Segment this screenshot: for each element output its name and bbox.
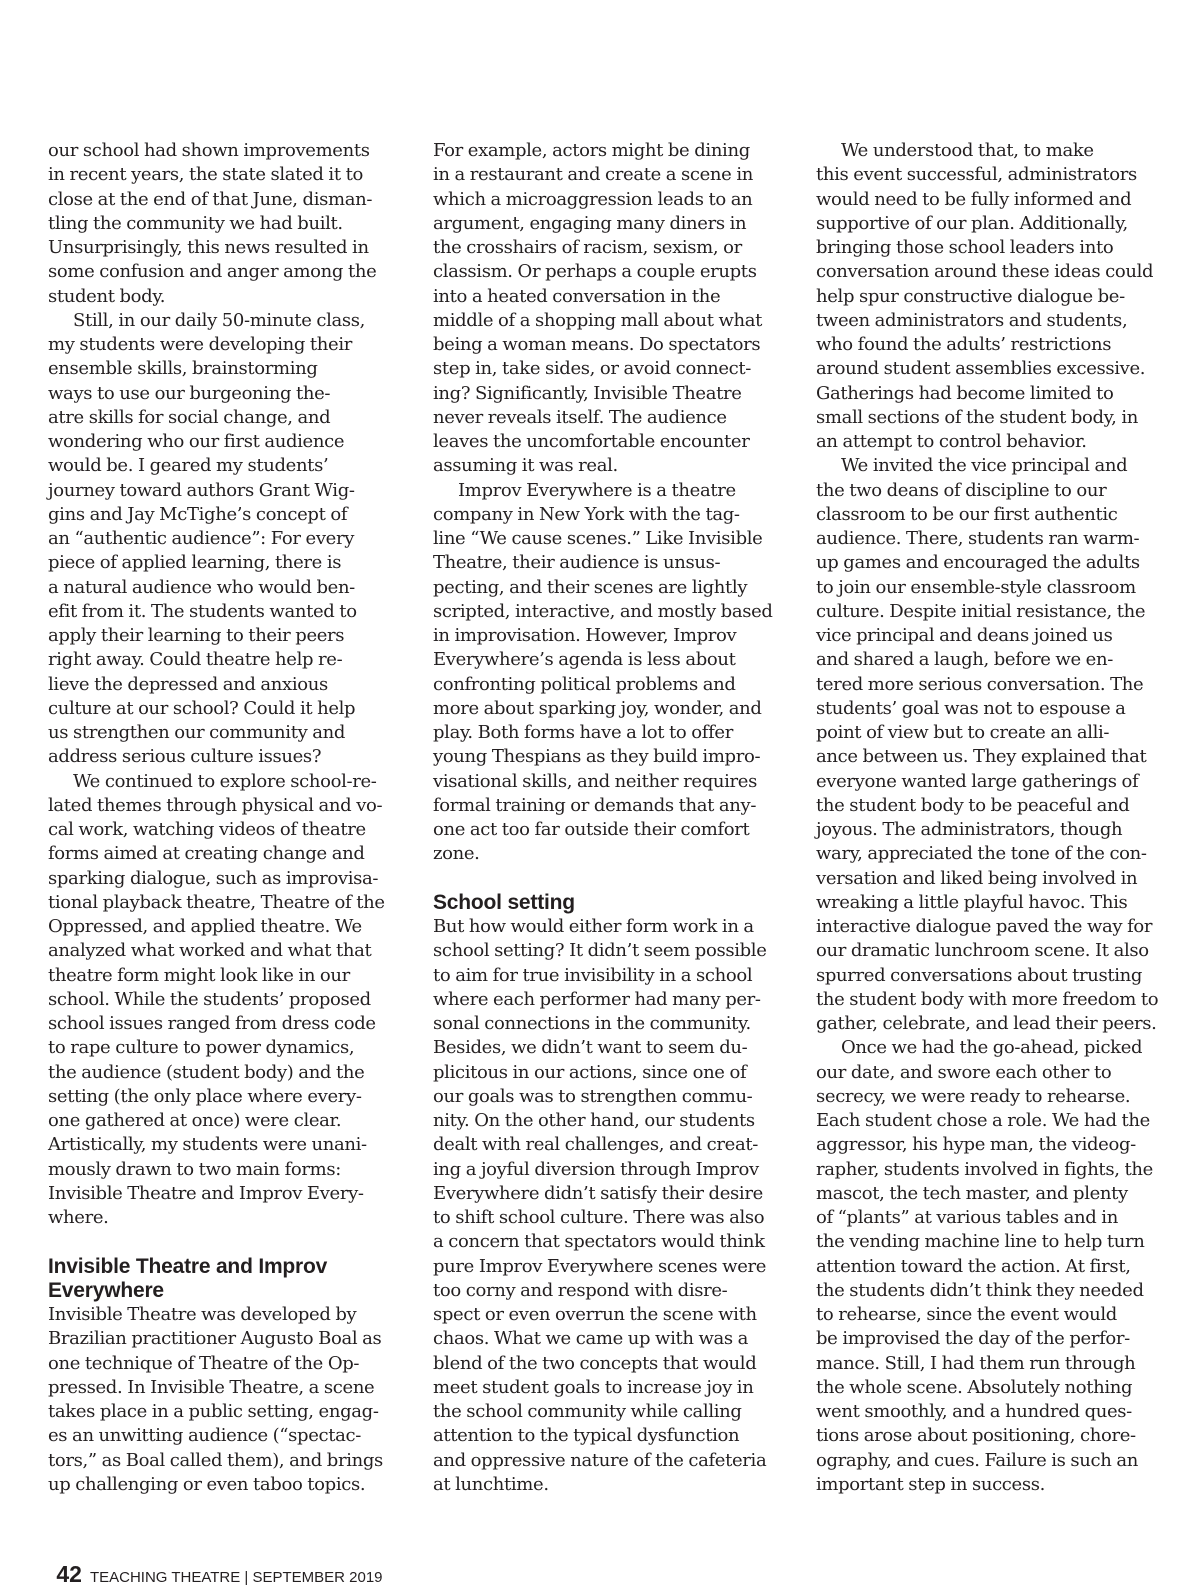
text-line: zone. — [433, 843, 480, 865]
text-line: to rehearse, since the event would — [816, 1304, 1117, 1325]
text-line: up challenging or even taboo topics. — [48, 1473, 366, 1495]
text-line: into a heated conversation in the — [433, 285, 721, 307]
text-line: at lunchtime. — [433, 1473, 549, 1495]
text-line: the whole scene. Absolutely nothing — [816, 1376, 1133, 1398]
text-line: to shift school culture. There was also — [433, 1207, 765, 1228]
text-line: where each performer had many per- — [433, 988, 761, 1010]
text-line: apply their learning to their peers — [48, 625, 345, 646]
text-line: Theatre, their audience is unsus- — [433, 552, 721, 574]
text-line: forms aimed at creating change and — [48, 843, 365, 865]
text-line: Still, in our daily 50-minute class, — [73, 309, 366, 331]
text-line: journey toward authors Grant Wig- — [48, 479, 355, 501]
text-line: ing? Significantly, Invisible Theatre — [433, 382, 742, 404]
text-line: leaves the uncomfortable encounter — [433, 431, 750, 452]
text-line: too corny and respond with disre- — [433, 1279, 728, 1301]
text-line: our date, and swore each other to — [816, 1061, 1112, 1083]
text-line: culture at our school? Could it help — [48, 697, 356, 719]
text-line: tling the community we had built. — [48, 212, 343, 234]
text-line: takes place in a public setting, engag- — [48, 1401, 379, 1422]
text-line: in a restaurant and create a scene in — [433, 164, 753, 186]
text-line: lated themes through physical and vo- — [48, 794, 383, 816]
text-line: Unsurprisingly, this news resulted in — [48, 237, 369, 258]
text-line: mously drawn to two main forms: — [48, 1158, 341, 1180]
text-line: culture. Despite initial resistance, the — [816, 600, 1146, 622]
text-line: an “authentic audience”: For every — [48, 528, 355, 549]
text-line: an attempt to control behavior. — [816, 431, 1087, 452]
text-line: aggressor, his hype man, the videog- — [816, 1134, 1136, 1156]
page-footer — [48, 1535, 383, 1591]
text-line: the student body to be peaceful and — [816, 794, 1130, 816]
text-line: would be. I geared my students’ — [48, 455, 329, 477]
text-line: and oppressive nature of the cafeteria — [433, 1449, 767, 1471]
text-line: one gathered at once) were clear. — [48, 1110, 342, 1131]
text-line: sonal connections in the community. — [433, 1013, 751, 1034]
text-line: setting (the only place where every- — [48, 1085, 362, 1107]
text-line: ance between us. They explained that — [816, 746, 1147, 768]
publication-info: TEACHING THEATRE | SEPTEMBER 2019 — [89, 1569, 383, 1586]
text-line: wary, appreciated the tone of the con- — [816, 843, 1147, 865]
text-line: ensemble skills, brainstorming — [48, 358, 318, 380]
text-line: tors,” as Boal called them), and brings — [48, 1449, 383, 1471]
text-line: middle of a shopping mall about what — [433, 309, 763, 331]
text-line: important step in success. — [816, 1473, 1045, 1495]
text-line: pecting, and their scenes are lightly — [433, 576, 748, 598]
text-line: us strengthen our community and — [48, 722, 346, 743]
text-line: right away. Could theatre help re- — [48, 649, 343, 671]
text-line: in recent years, the state slated it to — [48, 164, 363, 186]
text-line: who found the adults’ restrictions — [816, 334, 1112, 355]
text-line: mance. Still, I had them run through — [816, 1352, 1136, 1374]
text-line: never reveals itself. The audience — [433, 406, 727, 428]
text-line: to aim for true invisibility in a school — [433, 964, 753, 986]
text-line: We continued to explore school-re- — [73, 770, 377, 792]
text-line: Improv Everywhere is a theatre — [458, 479, 736, 501]
text-line: which a microaggression leads to an — [433, 188, 753, 210]
text-line: mascot, the tech master, and plenty — [816, 1182, 1128, 1204]
text-line: Once we had the go-ahead, picked — [841, 1037, 1143, 1059]
text-line: one act too far outside their comfort — [433, 819, 750, 840]
page-number: 42 — [56, 1561, 82, 1587]
text-line: would need to be fully informed and — [816, 188, 1132, 210]
text-line: For example, actors might be dining — [433, 140, 750, 161]
text-line: student body. — [48, 285, 166, 307]
text-line: pure Improv Everywhere scenes were — [433, 1255, 767, 1277]
text-line: efit from it. The students wanted to — [48, 600, 357, 622]
text-line: our school had shown improvements — [48, 140, 370, 161]
text-line: address serious culture issues? — [48, 746, 322, 768]
text-line: to rape culture to power dynamics, — [48, 1037, 355, 1059]
text-line: our goals was to strengthen commu- — [433, 1085, 753, 1107]
text-line: Everywhere’s agenda is less about — [433, 649, 736, 671]
text-line: to join our ensemble-style classroom — [816, 576, 1136, 598]
text-line: everyone wanted large gatherings of — [816, 770, 1139, 792]
text-line: gather, celebrate, and lead their peers. — [816, 1013, 1157, 1034]
text-line: lieve the depressed and anxious — [48, 673, 328, 695]
text-line: school. While the students’ proposed — [48, 988, 371, 1010]
article-column-1 — [48, 139, 388, 1497]
text-line: argument, engaging many diners in — [433, 212, 747, 234]
text-line: students’ goal was not to espouse a — [816, 697, 1126, 719]
text-line: Besides, we didn’t want to seem du- — [433, 1037, 748, 1059]
text-line: gins and Jay McTighe’s concept of — [48, 503, 348, 525]
text-line: joyous. The administrators, though — [816, 819, 1123, 840]
text-line: a concern that spectators would think — [433, 1231, 765, 1253]
text-line: in improvisation. However, Improv — [433, 625, 737, 646]
text-line: line “We cause scenes.” Like Invisible — [433, 528, 763, 549]
text-line: our dramatic lunchroom scene. It also — [816, 940, 1149, 962]
text-line: We understood that, to make — [841, 140, 1094, 161]
text-line: Invisible Theatre was developed by — [48, 1304, 357, 1325]
text-line: went smoothly, and a hundred ques- — [816, 1401, 1132, 1422]
text-line: spurred conversations about trusting — [816, 964, 1143, 986]
text-line: point of view but to create an alli- — [816, 722, 1110, 743]
text-line: ography, and cues. Failure is such an — [816, 1449, 1139, 1471]
text-line: classroom to be our first authentic — [816, 503, 1118, 525]
text-line: scripted, interactive, and mostly based — [433, 600, 773, 622]
text-line: tered more serious conversation. The — [816, 673, 1144, 695]
text-line: small sections of the student body, in — [816, 406, 1138, 428]
text-line: the student body with more freedom to — [816, 988, 1159, 1010]
text-line: nity. On the other hand, our students — [433, 1110, 755, 1131]
text-line: more about sparking joy, wonder, and — [433, 697, 762, 719]
text-line: Each student chose a role. We had the — [816, 1110, 1150, 1131]
text-line: the audience (student body) and the — [48, 1061, 365, 1083]
text-line: secrecy, we were ready to rehearse. — [816, 1085, 1131, 1107]
text-line: the students didn’t think they needed — [816, 1279, 1144, 1301]
article-column-2 — [433, 139, 773, 1497]
text-line: Artistically, my students were unani- — [48, 1134, 367, 1156]
text-line: Everywhere didn’t satisfy their desire — [433, 1182, 763, 1204]
text-line: plicitous in our actions, since one of — [433, 1061, 747, 1083]
text-line: my students were developing their — [48, 334, 353, 355]
text-line: tions arose about positioning, chore- — [816, 1425, 1136, 1447]
text-line: pressed. In Invisible Theatre, a scene — [48, 1376, 375, 1398]
text-line: conversation around these ideas could — [816, 261, 1154, 283]
text-line: But how would either form work in a — [433, 916, 754, 937]
text-line: theatre form might look like in our — [48, 964, 350, 986]
text-line: of “plants” at various tables and in — [816, 1207, 1118, 1228]
text-line: ing a joyful diversion through Improv — [433, 1158, 759, 1180]
text-line: tween administrators and students, — [816, 309, 1128, 331]
text-line: confronting political problems and — [433, 673, 736, 695]
text-line: es an unwitting audience (“spectac- — [48, 1425, 361, 1447]
text-line: school setting? It didn’t seem possible — [433, 940, 767, 962]
text-line: Oppressed, and applied theatre. We — [48, 916, 362, 937]
text-line: supportive of our plan. Additionally, — [816, 212, 1128, 234]
text-line: analyzed what worked and what that — [48, 940, 372, 962]
text-line: and shared a laugh, before we en- — [816, 649, 1113, 671]
text-line: being a woman means. Do spectators — [433, 334, 761, 355]
text-line: interactive dialogue paved the way for — [816, 916, 1153, 937]
text-line: versation and liked being involved in — [816, 867, 1138, 889]
text-line: We invited the vice principal and — [841, 455, 1128, 477]
text-line: visational skills, and neither requires — [433, 770, 757, 792]
text-line: young Thespians as they build impro- — [433, 746, 761, 768]
text-line: company in New York with the tag- — [433, 503, 740, 525]
text-line: sparking dialogue, such as improvisa- — [48, 867, 379, 889]
text-line: spect or even overrun the scene with — [433, 1304, 757, 1325]
text-line: play. Both forms have a lot to offer — [433, 722, 733, 743]
text-line: close at the end of that June, disman- — [48, 188, 373, 210]
text-line: some confusion and anger among the — [48, 261, 377, 283]
text-line: wondering who our first audience — [48, 431, 345, 452]
text-line: tional playback theatre, Theatre of the — [48, 891, 385, 913]
text-line: atre skills for social change, and — [48, 406, 331, 428]
text-line: the crosshairs of racism, sexism, or — [433, 237, 742, 258]
text-line: cal work, watching videos of theatre — [48, 819, 366, 840]
text-line: Invisible Theatre and Improv Every- — [48, 1182, 364, 1204]
text-line: the vending machine line to help turn — [816, 1231, 1145, 1253]
text-line: the school community while calling — [433, 1401, 742, 1422]
section-heading: School setting — [433, 890, 575, 914]
text-line: rapher, students involved in fights, the — [816, 1158, 1153, 1180]
spacer — [48, 1230, 388, 1254]
text-line: classism. Or perhaps a couple erupts — [433, 261, 757, 283]
text-line: piece of applied learning, there is — [48, 552, 342, 574]
text-line: a natural audience who would ben- — [48, 576, 355, 598]
text-line: where. — [48, 1207, 109, 1228]
text-line: attention to the typical dysfunction — [433, 1425, 740, 1447]
text-line: help spur constructive dialogue be- — [816, 285, 1125, 307]
article-column-3 — [816, 139, 1159, 1497]
text-line: wreaking a little playful havoc. This — [816, 891, 1128, 913]
text-line: step in, take sides, or avoid connect- — [433, 358, 752, 380]
text-line: be improvised the day of the perfor- — [816, 1328, 1130, 1350]
text-line: attention toward the action. At first, — [816, 1255, 1131, 1277]
text-line: Gatherings had become limited to — [816, 382, 1114, 404]
text-line: assuming it was real. — [433, 455, 618, 477]
text-line: audience. There, students ran warm- — [816, 528, 1140, 549]
text-line: ways to use our burgeoning the- — [48, 382, 331, 404]
text-line: up games and encouraged the adults — [816, 552, 1140, 574]
section-heading: Everywhere — [48, 1278, 164, 1302]
text-line: this event successful, administrators — [816, 164, 1137, 186]
text-line: around student assemblies excessive. — [816, 358, 1146, 380]
text-line: bringing those school leaders into — [816, 237, 1114, 258]
text-line: Brazilian practitioner Augusto Boal as — [48, 1328, 382, 1350]
section-heading: Invisible Theatre and Improv — [48, 1254, 328, 1278]
text-line: meet student goals to increase joy in — [433, 1376, 754, 1398]
text-line: vice principal and deans joined us — [816, 625, 1113, 646]
spacer — [433, 867, 773, 891]
text-line: school issues ranged from dress code — [48, 1013, 376, 1034]
text-line: formal training or demands that any- — [433, 794, 757, 816]
text-line: dealt with real challenges, and creat- — [433, 1134, 758, 1156]
text-line: blend of the two concepts that would — [433, 1352, 757, 1374]
text-line: one technique of Theatre of the Op- — [48, 1352, 360, 1374]
text-line: chaos. What we came up with was a — [433, 1328, 749, 1350]
text-line: the two deans of discipline to our — [816, 479, 1107, 501]
